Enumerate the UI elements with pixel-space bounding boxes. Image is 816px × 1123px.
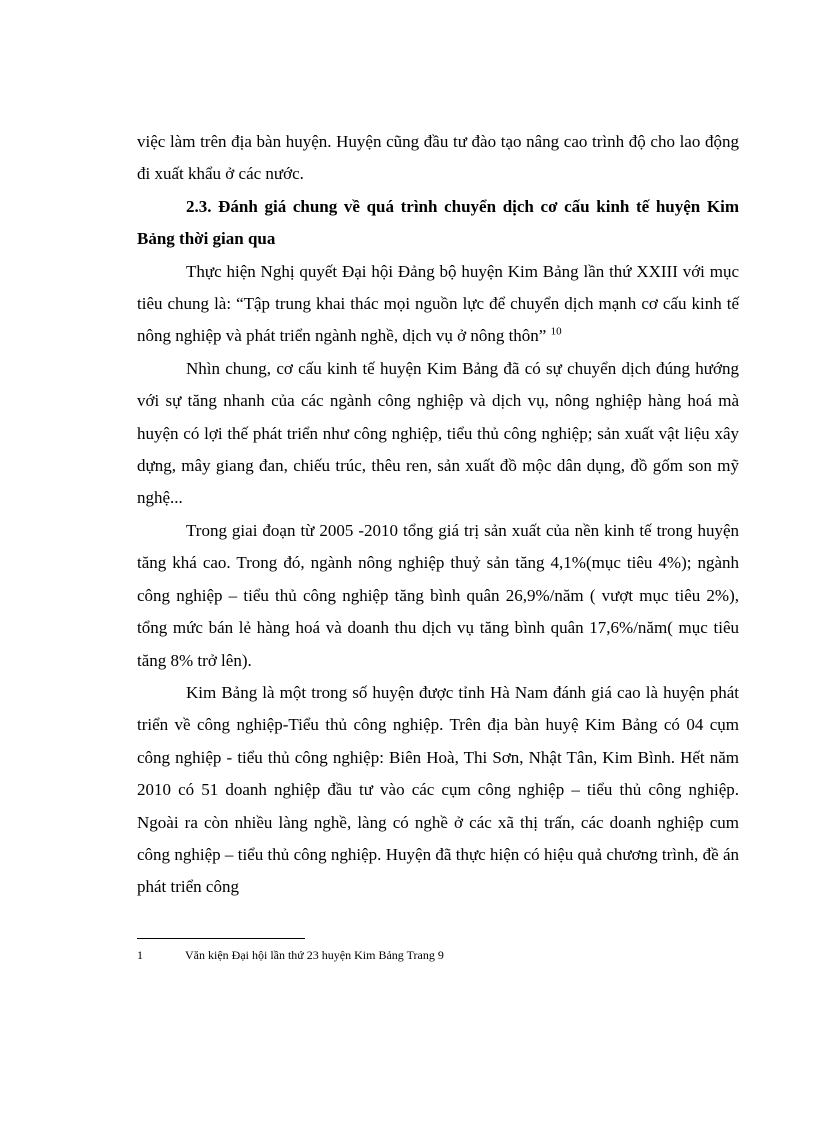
paragraph-resolution-text: Thực hiện Nghị quyết Đại hội Đảng bộ huyện Kim Bảng lần thứ XXIII với mục tiêu chung là: “Tập trung khai thác mọi nguồn lực để chuyển dịch mạnh cơ cấu kinh tế nông nghiệp và phát triển ngành nghề, dịch vụ ở nông thôn” [137,261,739,346]
footnote-number: 1 [137,948,143,962]
section-heading: 2.3. Đánh giá chung về quá trình chuyển dịch cơ cấu kinh tế huyện Kim Bảng thời gian qua [137,196,739,249]
footnote-reference[interactable]: 10 [550,325,562,338]
footnote-text: Văn kiện Đại hội lần thứ 23 huyện Kim Bảng Trang 9 [185,948,444,962]
paragraph-overview: Nhìn chung, cơ cấu kinh tế huyện Kim Bảng đã có sự chuyển dịch đúng hướng với sự tăng nhanh của các ngành công nghiệp và dịch vụ, nông nghiệp hàng hoá mà huyện có lợi thế phát triển như công nghiệp, tiểu thủ công nghiệp; sản xuất vật liệu xây dựng, mây giang đan, chiếu trúc, thêu ren, sản xuất đồ mộc dân dụng, đồ gốm son mỹ nghệ... [137,358,739,508]
paragraph-growth: Trong giai đoạn từ 2005 -2010 tổng giá trị sản xuất của nền kinh tế trong huyện tăng khá cao. Trong đó, ngành nông nghiệp thuỷ sản tăng 4,1%(mục tiêu 4%); ngành công nghiệp – tiểu thủ công nghiệp tăng bình quân 26,9%/năm ( vượt mục tiêu 2%), tổng mức bán lẻ hàng hoá và doanh thu dịch vụ tăng bình quân 17,6%/năm( mục tiêu tăng 8% trở lên). [137,520,739,670]
body-text [137,126,739,904]
paragraph-continuation: việc làm trên địa bàn huyện. Huyện cũng đầu tư đào tạo nâng cao trình độ cho lao động đi xuất khẩu ở các nước. [137,132,739,184]
footnote [137,946,637,964]
paragraph-industry: Kim Bảng là một trong số huyện được tỉnh Hà Nam đánh giá cao là huyện phát triển về công nghiệp-Tiểu thủ công nghiệp. Trên địa bàn huyệ Kim Bảng có 04 cụm công nghiệp - tiểu thủ công nghiệp: Biên Hoà, Thi Sơn, Nhật Tân, Kim Bình. Hết năm 2010 có 51 doanh nghiệp đầu tư vào các cụm công nghiệp – tiểu thủ công nghiệp. Ngoài ra còn nhiều làng nghề, làng có nghề ở các xã thị trấn, các doanh nghiệp cum công nghiệp – tiểu thủ công nghiệp. Huyện đã thực hiện có hiệu quả chương trình, đề án phát triển công [137,682,739,897]
paragraph-resolution [137,256,739,353]
footnote-divider [137,938,305,939]
